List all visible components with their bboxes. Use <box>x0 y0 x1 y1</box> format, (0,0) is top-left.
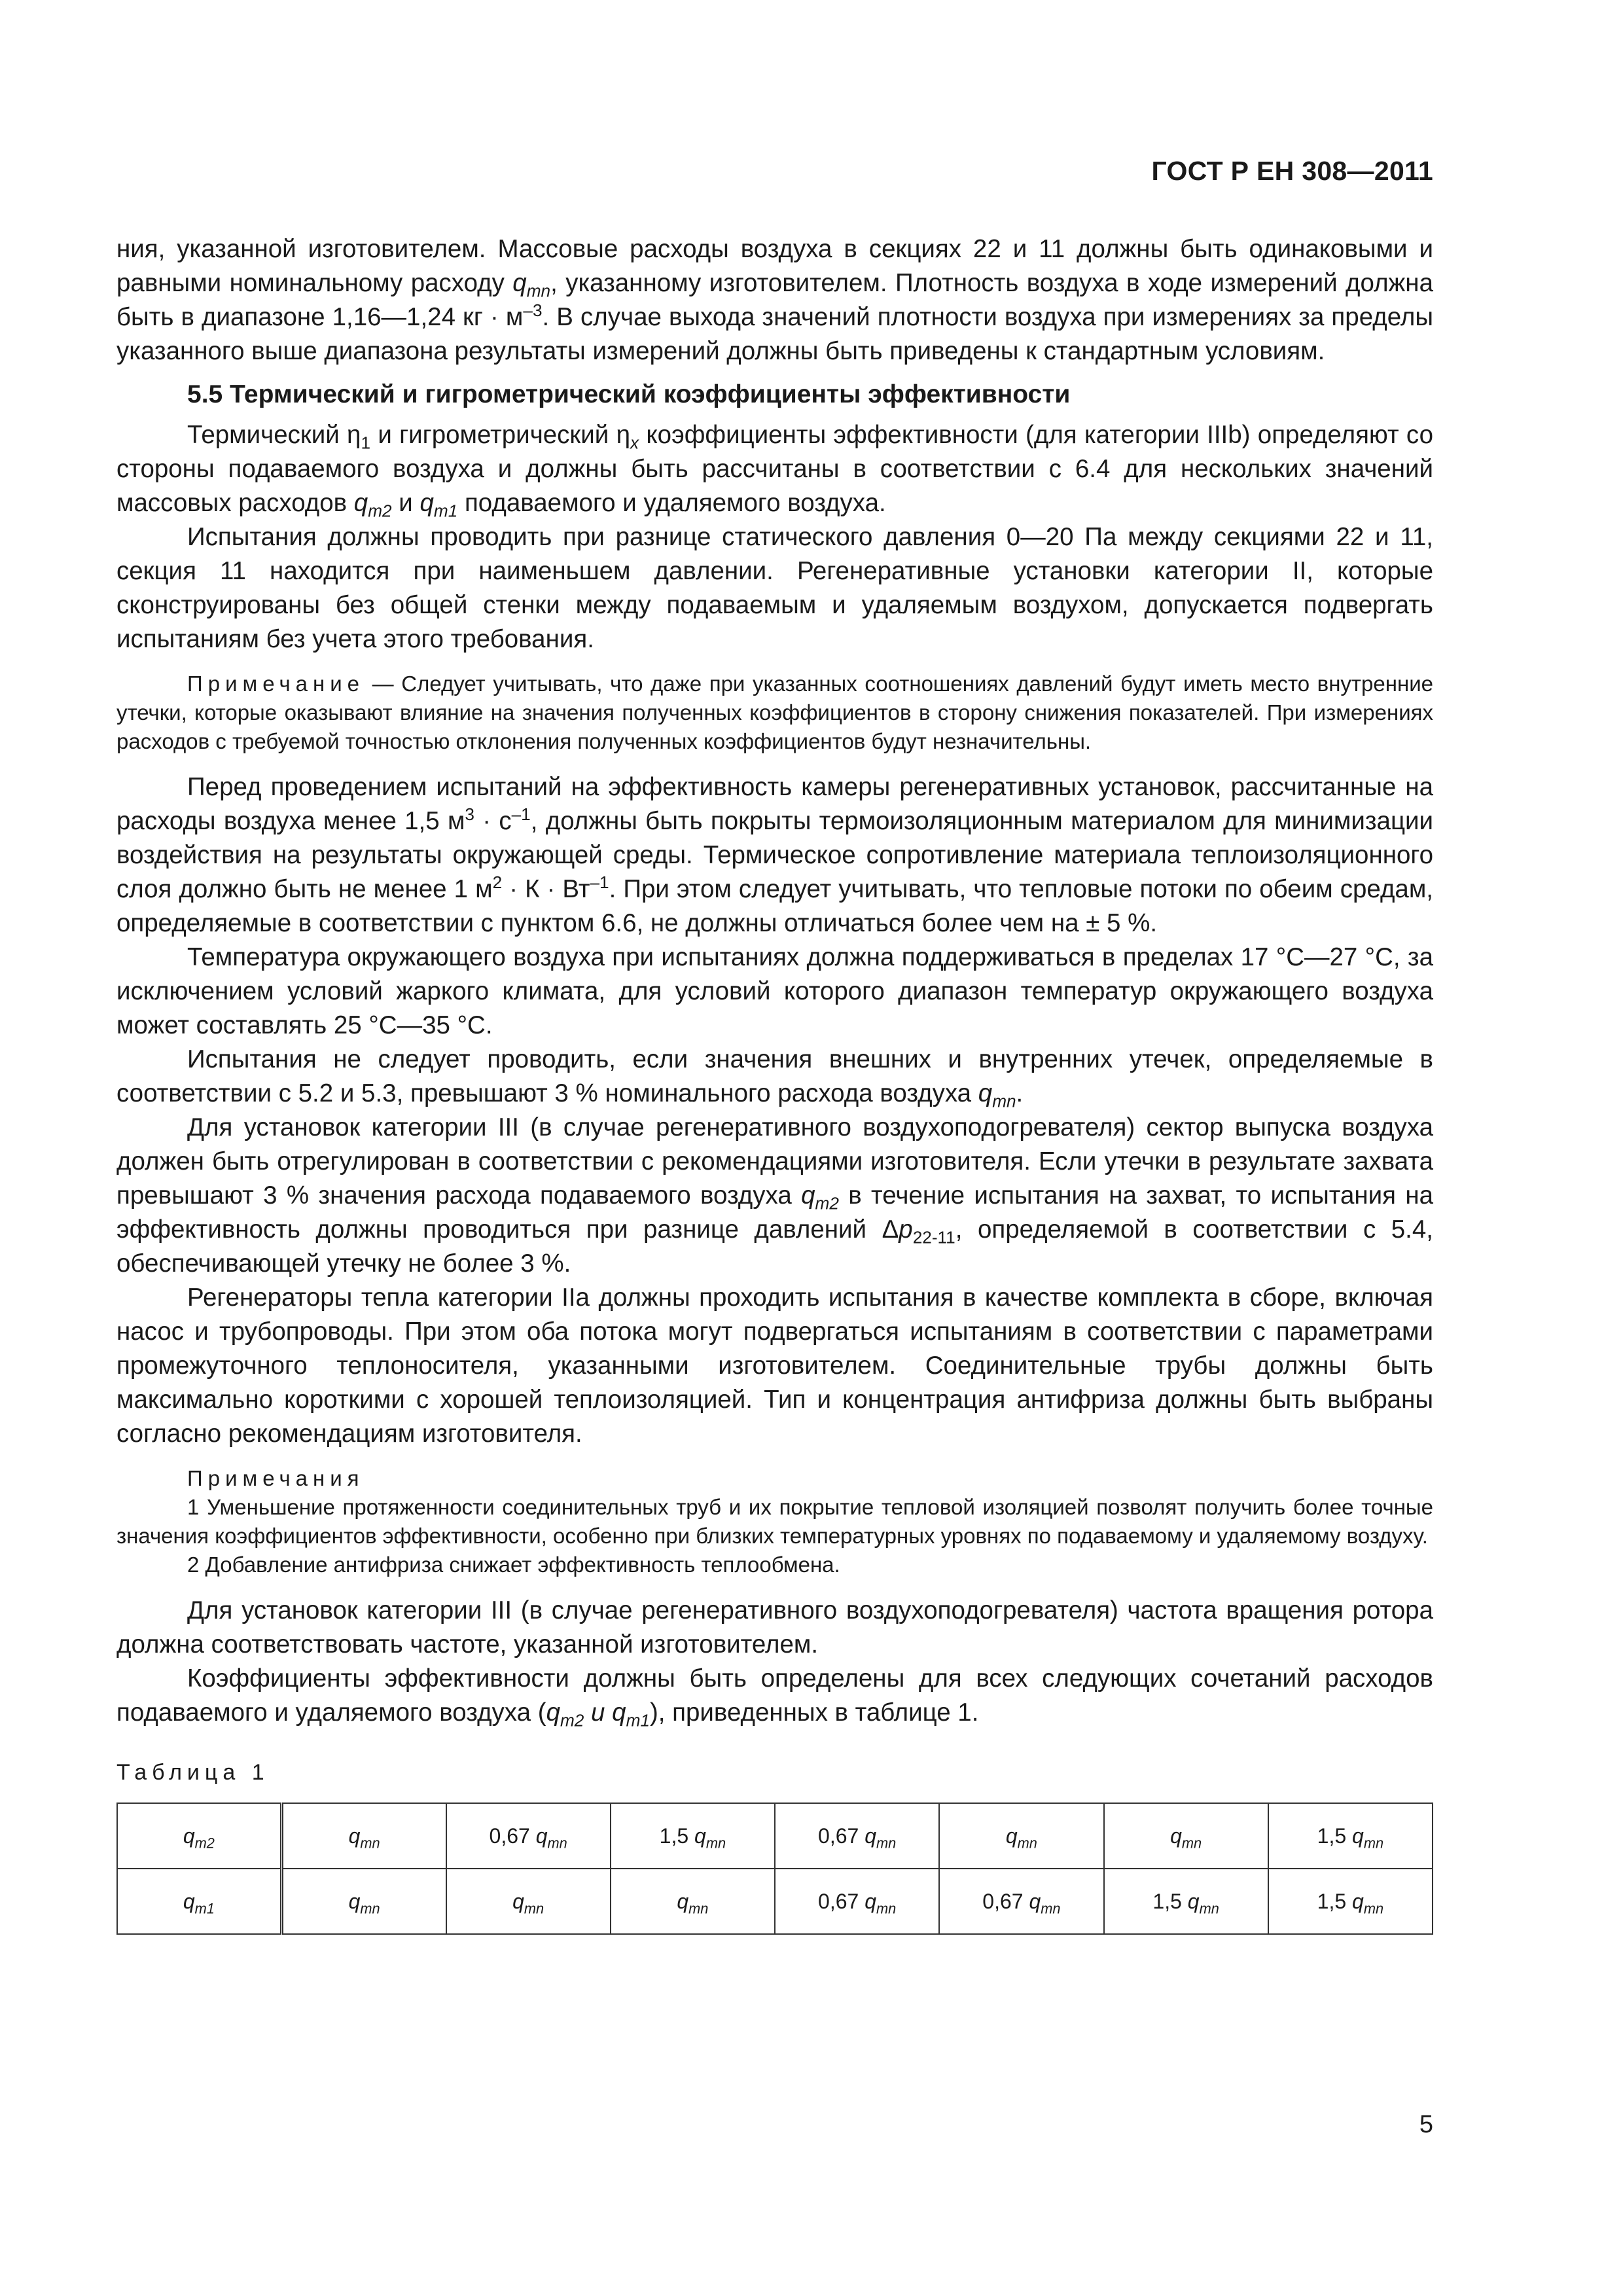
paragraph-regenerators-iia: Регенераторы тепла категории IIa должны проходить испытания в качестве комплекта в сборе, включая насос и трубопроводы. При этом оба потока могут подвергаться испытаниям в соответствии с параметрами промежуточного теплоносителя, указанными изготовителем. Соединительные трубы должны быть максимально короткими с хорошей теплоизоляцией. Тип и концентрация антифриза должны быть выбраны согласно рекомендациям изготовителя. <box>116 1283 1433 1448</box>
table-cell: $q_{mn}$ <box>446 1869 611 1934</box>
table-cell: 0,67 $q_{mn}$ <box>775 1869 939 1934</box>
notes-label: Примечания <box>187 1466 365 1490</box>
note-block <box>116 670 1433 756</box>
table-row-header: $q_{m1}$ <box>117 1869 281 1934</box>
table-cell: 1,5 $q_{mn}$ <box>1268 1869 1433 1934</box>
document-header: ГОСТ Р ЕН 308—2011 <box>1151 156 1433 186</box>
notes-block <box>116 1464 1433 1579</box>
note-label: Примечание <box>187 672 365 696</box>
table-row <box>117 1803 1433 1869</box>
table-caption: Таблица 1 <box>116 1760 270 1785</box>
page-number: 5 <box>1419 2111 1433 2138</box>
section-heading: 5.5 Термический и гигрометрический коэффициенты эффективности <box>187 380 1071 408</box>
table-cell: 1,5 $q_{mn}$ <box>1268 1803 1433 1869</box>
table-row <box>117 1869 1433 1934</box>
paragraph-category-iii: Для установок категории III (в случае регенеративного воздухоподогревателя) сектор выпуска воздуха должен быть отрегулирован в соответствии с рекомендациями изготовителя. Если утечки в результате захвата превышают 3 % значения расхода подаваемого воздуха $q_{m2}$ в течение испытания на захват, то испытания на эффективность должны проводиться при разнице давлений $\Delta p_{22-11}$, определяемой в соответствии с 5.4, обеспечивающей утечку не более 3 %. <box>116 1113 1433 1278</box>
document-page <box>116 0 1433 2296</box>
flow-combinations-table <box>116 1803 1433 1935</box>
table-cell: 1,5 $q_{mn}$ <box>1104 1869 1268 1934</box>
table-cell: 1,5 $q_{mn}$ <box>611 1803 775 1869</box>
paragraph-combinations: Коэффициенты эффективности должны быть определены для всех следующих сочетаний расходов подаваемого и удаляемого воздуха ($q_{m2}$ и $q_{m1}$), приведенных в таблице 1. <box>116 1664 1433 1731</box>
table-cell: 0,67 $q_{mn}$ <box>775 1803 939 1869</box>
paragraph-pressure: Испытания должны проводить при разнице статического давления 0—20 Па между секциями 22 и 11, секция 11 находится при наименьшем давлении. Регенеративные установки категории II, которые сконструированы без общей стенки между подаваемым и удаляемым воздухом, допускается подвергать испытаниям без учета этого требования. <box>116 523 1433 653</box>
table-row-header: $q_{m2}$ <box>117 1803 281 1869</box>
table-cell: $q_{mn}$ <box>611 1869 775 1934</box>
table-cell: 0,67 $q_{mn}$ <box>939 1869 1103 1934</box>
note-item-2: 2 Добавление антифриза снижает эффективность теплообмена. <box>187 1552 840 1577</box>
table-cell: 0,67 $q_{mn}$ <box>446 1803 611 1869</box>
paragraph-temperature: Температура окружающего воздуха при испытаниях должна поддерживаться в пределах 17 °С—27 °С, за исключением условий жаркого климата, для условий которого диапазон температур окружающего воздуха может составлять 25 °С—35 °С. <box>116 943 1433 1039</box>
note-item-1: 1 Уменьшение протяженности соединительных труб и их покрытие тепловой изоляцией позволят получить более точные значения коэффициентов эффективности, особенно при близких температурных уровнях по подаваемому и удаляемому воздуху. <box>116 1495 1433 1548</box>
paragraph-continuation: ния, указанной изготовителем. Массовые расходы воздуха в секциях 22 и 11 должны быть одинаковыми и равными номинальному расходу $q_{mn}$, указанному изготовителем. Плотность воздуха в ходе измерений должна быть в диапазоне 1,16—1,24 кг · $м^{-3}$. В случае выхода значений плотности воздуха при измерениях за пределы указанного выше диапазона результаты измерений должны быть приведены к стандартным условиям. <box>116 235 1433 365</box>
note-text: Примечание — Следует учитывать, что даже при указанных соотношениях давлений будут иметь место внутренние утечки, которые оказывают влияние на значения полученных коэффициентов в сторону снижения показателей. При измерениях расходов с требуемой точностью отклонения полученных коэффициентов будут незначительны. <box>116 672 1433 753</box>
paragraph-leakage: Испытания не следует проводить, если значения внешних и внутренних утечек, определяемые в соответствии с 5.2 и 5.3, превышают 3 % номинального расхода воздуха $q_{mn}$. <box>116 1045 1433 1111</box>
table-cell: $q_{mn}$ <box>281 1869 446 1934</box>
document-body <box>116 232 1433 1935</box>
table-cell: $q_{mn}$ <box>281 1803 446 1869</box>
paragraph-rotor-speed: Для установок категории III (в случае регенеративного воздухоподогревателя) частота вращения ротора должна соответствовать частоте, указанной изготовителем. <box>116 1596 1433 1659</box>
table-cell: $q_{mn}$ <box>1104 1803 1268 1869</box>
paragraph-insulation: Перед проведением испытаний на эффективность камеры регенеративных установок, рассчитанные на расходы воздуха менее 1,5 $м^3 \cdot с^{-1}$, должны быть покрыты термоизоляционным материалом для минимизации воздействия на результаты окружающей среды. Термическое сопротивление материала теплоизоляционного слоя должно быть не менее 1 $м^2 \cdot К \cdot Вт^{-1}$. При этом следует учитывать, что тепловые потоки по обеим средам, определяемые в соответствии с пунктом 6.6, не должны отличаться более чем на ± 5 %. <box>116 773 1434 937</box>
paragraph-efficiency-definition: Термический $\eta_1$ и гигрометрический $\eta_x$ коэффициенты эффективности (для категории IIIb) определяют со стороны подаваемого воздуха и должны быть рассчитаны в соответствии с 6.4 для нескольких значений массовых расходов $q_{m2}$ и $q_{m1}$ подаваемого и удаляемого воздуха. <box>116 421 1433 521</box>
table-cell: $q_{mn}$ <box>939 1803 1103 1869</box>
